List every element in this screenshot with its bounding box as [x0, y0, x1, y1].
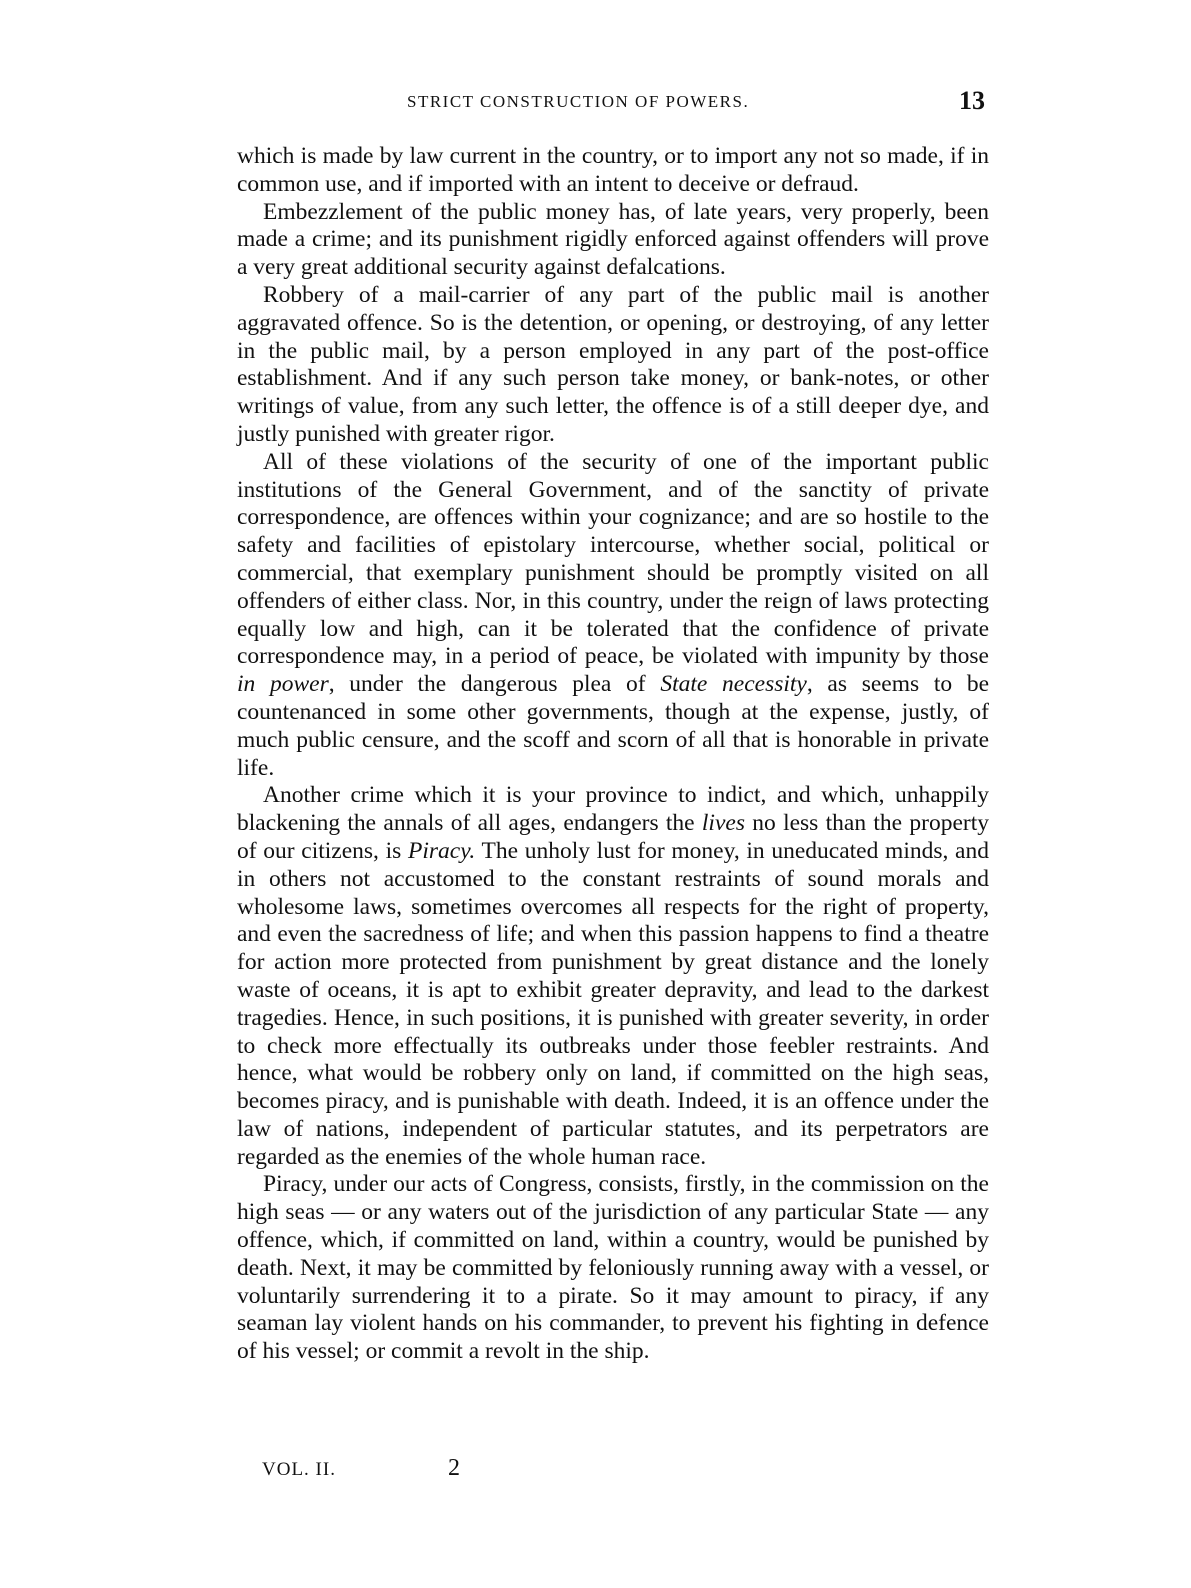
text-run: Robbery of a mail-carrier of any part of the public mail is another aggravated offence. So is the detention, or opening, or destroying, of any letter in the public mail, by a person employed in any part of the post-office establishment. And if any such person take money, or bank-notes, or other writings of value, from any such letter, the offence is of a still deeper dye, and justly punished with greater rigor.: [237, 281, 989, 447]
paragraph: [237, 449, 989, 783]
emphasis-text: State necessity: [660, 671, 807, 698]
page-footer: [262, 1455, 562, 1485]
running-head: STRICT CONSTRUCTION OF POWERS.: [407, 92, 750, 111]
text-run: no less than the property of our citizens, is: [237, 810, 990, 864]
page-header: [237, 86, 989, 116]
paragraph: [237, 143, 989, 199]
emphasis-text: in power: [237, 671, 329, 698]
volume-signature: VOL. II.: [262, 1459, 336, 1480]
paragraph: [237, 1171, 989, 1366]
text-run: Another crime which it is your province to indict, and which, unhappily blackening the annals of all ages, endangers the: [237, 782, 989, 837]
emphasis-text: Piracy.: [407, 837, 476, 864]
text-run: , under the dangerous plea of: [328, 671, 661, 698]
paragraph: [237, 782, 989, 1171]
page-number: 13: [959, 86, 985, 115]
text-run: , as seems to be countenanced in some other governments, though at the expense, justly, of much public censure, and the scoff and scorn of all that is honorable in private life.: [237, 671, 990, 781]
signature-number: 2: [448, 1455, 460, 1481]
text-run: All of these violations of the security of one of the important public institutions of the General Government, and of the sanctity of private correspondence, are offences within your cognizance; and are so hostile to the safety and facilities of epistolary intercourse, whether social, political or commercial, that exemplary punishment should be promptly visited on all offenders of either class. Nor, in this country, under the reign of laws protecting equally low and high, can it be tolerated that the confidence of private correspondence may, in a period of peace, be violated with impunity by those: [237, 448, 989, 670]
paragraph: [237, 199, 989, 282]
paragraph: [237, 282, 989, 449]
body-text: [237, 143, 989, 1366]
text-run: The unholy lust for money, in uneducated minds, and in others not accustomed to the constant restraints of sound morals and wholesome laws, sometimes overcomes all respects for the right of property, and even the sacredness of life; and when this passion happens to find a theatre for action more protected from punishment by great distance and the lonely waste of oceans, it is apt to exhibit greater depravity, and lead to the darkest tragedies. Hence, in such positions, it is punished with greater severity, in order to check more effectually its outbreaks under those feebler restraints. And hence, what would be robbery only on land, if committed on the high seas, becomes piracy, and is punishable with death. Indeed, it is an offence under the law of nations, independent of particular statutes, and its perpetrators are regarded as the enemies of the whole human race.: [237, 837, 989, 1170]
emphasis-text: lives: [701, 810, 745, 837]
text-run: which is made by law current in the country, or to import any not so made, if in common use, and if imported with an intent to deceive or defraud.: [237, 143, 989, 197]
text-run: Piracy, under our acts of Congress, consists, firstly, in the commission on the high seas — or any waters out of the jurisdiction of any particular State — any offence, which, if committed on land, within a country, would be punished by death. Next, it may be committed by feloniously running away with a vessel, or voluntarily surrendering it to a pirate. So it may amount to piracy, if any seaman lay violent hands on his commander, to prevent his fighting in defence of his vessel; or commit a revolt in the ship.: [237, 1171, 989, 1365]
text-run: Embezzlement of the public money has, of late years, very properly, been made a crime; and its punishment rigidly enforced against offenders will prove a very great additional security against defalcations.: [237, 198, 989, 281]
